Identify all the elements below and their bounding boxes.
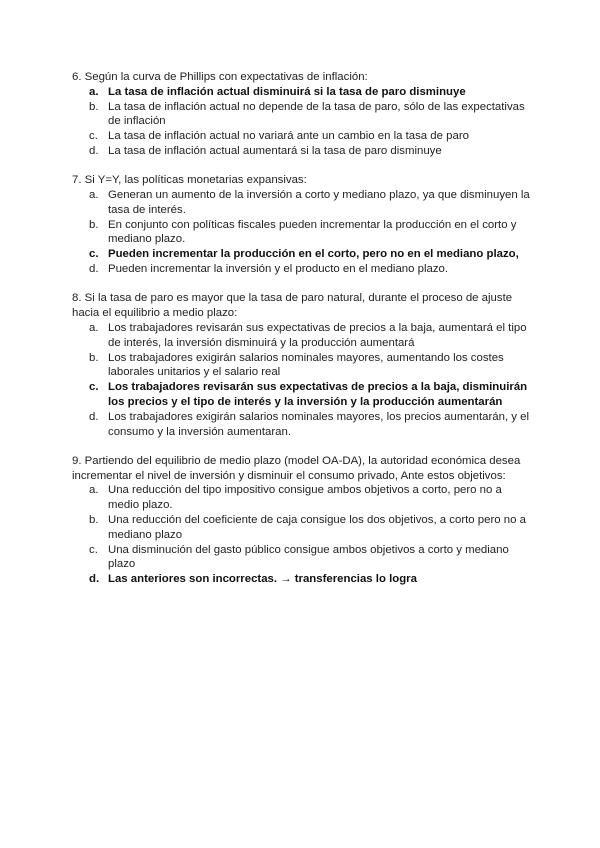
option-text: Una reducción del coeficiente de caja consigue los dos objetivos, a corto pero no a mediano plazo bbox=[108, 514, 526, 541]
option-b bbox=[72, 218, 532, 248]
option-list bbox=[72, 85, 532, 159]
option-letter: a. bbox=[89, 85, 99, 98]
option-letter: a. bbox=[89, 189, 99, 202]
option-text: La tasa de inflación actual disminuirá si la tasa de paro disminuye bbox=[108, 85, 466, 98]
option-letter: d. bbox=[89, 144, 99, 157]
question-text: 6. Según la curva de Phillips con expectativas de inflación: bbox=[72, 71, 368, 83]
option-letter: d. bbox=[89, 410, 99, 423]
option-letter: d. bbox=[89, 573, 100, 586]
option-text: La tasa de inflación actual no depende de la tasa de paro, sólo de las expectativas de inflación bbox=[108, 100, 525, 128]
option-letter: b. bbox=[89, 514, 99, 527]
option-letter: b. bbox=[89, 351, 99, 364]
option-list bbox=[72, 483, 532, 587]
option-text: Pueden incrementar la producción en el corto, pero no en el mediano plazo, bbox=[108, 248, 519, 261]
option-letter: b. bbox=[89, 100, 99, 113]
option-letter: c. bbox=[89, 130, 98, 143]
option-letter: c. bbox=[89, 248, 99, 261]
document-page bbox=[72, 70, 532, 602]
option-text: Pueden incrementar la inversión y el producto en el mediano plazo. bbox=[108, 263, 449, 276]
option-text: Los trabajadores revisarán sus expectativas de precios a la baja, aumentará el tipo de interés, la inversión disminuirá y la producción aumentará bbox=[108, 321, 527, 349]
option-text: En conjunto con políticas fiscales pueden incrementar la producción en el corto y mediano plazo. bbox=[108, 218, 517, 246]
question-text: 8. Si la tasa de paro es mayor que la tasa de paro natural, durante el proceso de ajuste hacia el equilibrio a medio plazo: bbox=[72, 292, 513, 320]
option-c bbox=[72, 247, 532, 262]
option-text: La tasa de inflación actual no variará ante un cambio en la tasa de paro bbox=[108, 130, 469, 143]
option-d bbox=[72, 144, 532, 159]
question-text: 7. Si Y=Y, las políticas monetarias expansivas: bbox=[72, 174, 307, 187]
option-c bbox=[72, 543, 532, 573]
question-7 bbox=[72, 173, 532, 277]
option-b bbox=[72, 100, 532, 130]
option-a bbox=[72, 483, 532, 513]
option-letter: a. bbox=[89, 484, 99, 497]
option-b bbox=[72, 513, 532, 543]
option-text: Una disminución del gasto público consigue ambos objetivos a corto y mediano plazo bbox=[108, 543, 509, 571]
option-d bbox=[72, 410, 532, 440]
option-d bbox=[72, 572, 532, 587]
option-a bbox=[72, 188, 532, 218]
option-list bbox=[72, 321, 532, 439]
option-a bbox=[72, 321, 532, 351]
option-d bbox=[72, 262, 532, 277]
question-8 bbox=[72, 291, 532, 439]
option-b bbox=[72, 351, 532, 381]
option-text: Una reducción del tipo impositivo consigue ambos objetivos a corto, pero no a medio plazo. bbox=[108, 484, 502, 512]
option-text: Generan un aumento de la inversión a corto y mediano plazo, ya que disminuyen la tasa de interés. bbox=[108, 189, 530, 216]
option-letter: b. bbox=[89, 218, 99, 231]
option-a bbox=[72, 85, 532, 100]
option-c bbox=[72, 380, 532, 410]
question-9 bbox=[72, 454, 532, 587]
option-c bbox=[72, 129, 532, 144]
option-list bbox=[72, 188, 532, 277]
option-letter: c. bbox=[89, 543, 98, 556]
question-6 bbox=[72, 70, 532, 159]
option-letter: d. bbox=[89, 263, 99, 276]
option-text: Los trabajadores exigirán salarios nominales mayores, los precios aumentarán, y el consumo y la inversión aumentaran. bbox=[108, 410, 530, 438]
option-text: Las anteriores son incorrectas. → transferencias lo logra bbox=[108, 573, 417, 586]
option-text: Los trabajadores exigirán salarios nominales mayores, aumentando los costes laborales unitarios y el salario real bbox=[108, 351, 504, 379]
option-letter: c. bbox=[89, 381, 99, 394]
option-text: La tasa de inflación actual aumentará si la tasa de paro disminuye bbox=[108, 144, 442, 157]
option-letter: a. bbox=[89, 321, 99, 334]
question-text: 9. Partiendo del equilibrio de medio plazo (model OA-DA), la autoridad económica desea incrementar el nivel de inversión y disminuir el consumo privado, Ante estos objetivos: bbox=[72, 454, 521, 482]
option-text: Los trabajadores revisarán sus expectativas de precios a la baja, disminuirán los precios y el tipo de interés y la inversión y la producción aumentarán bbox=[108, 381, 528, 408]
